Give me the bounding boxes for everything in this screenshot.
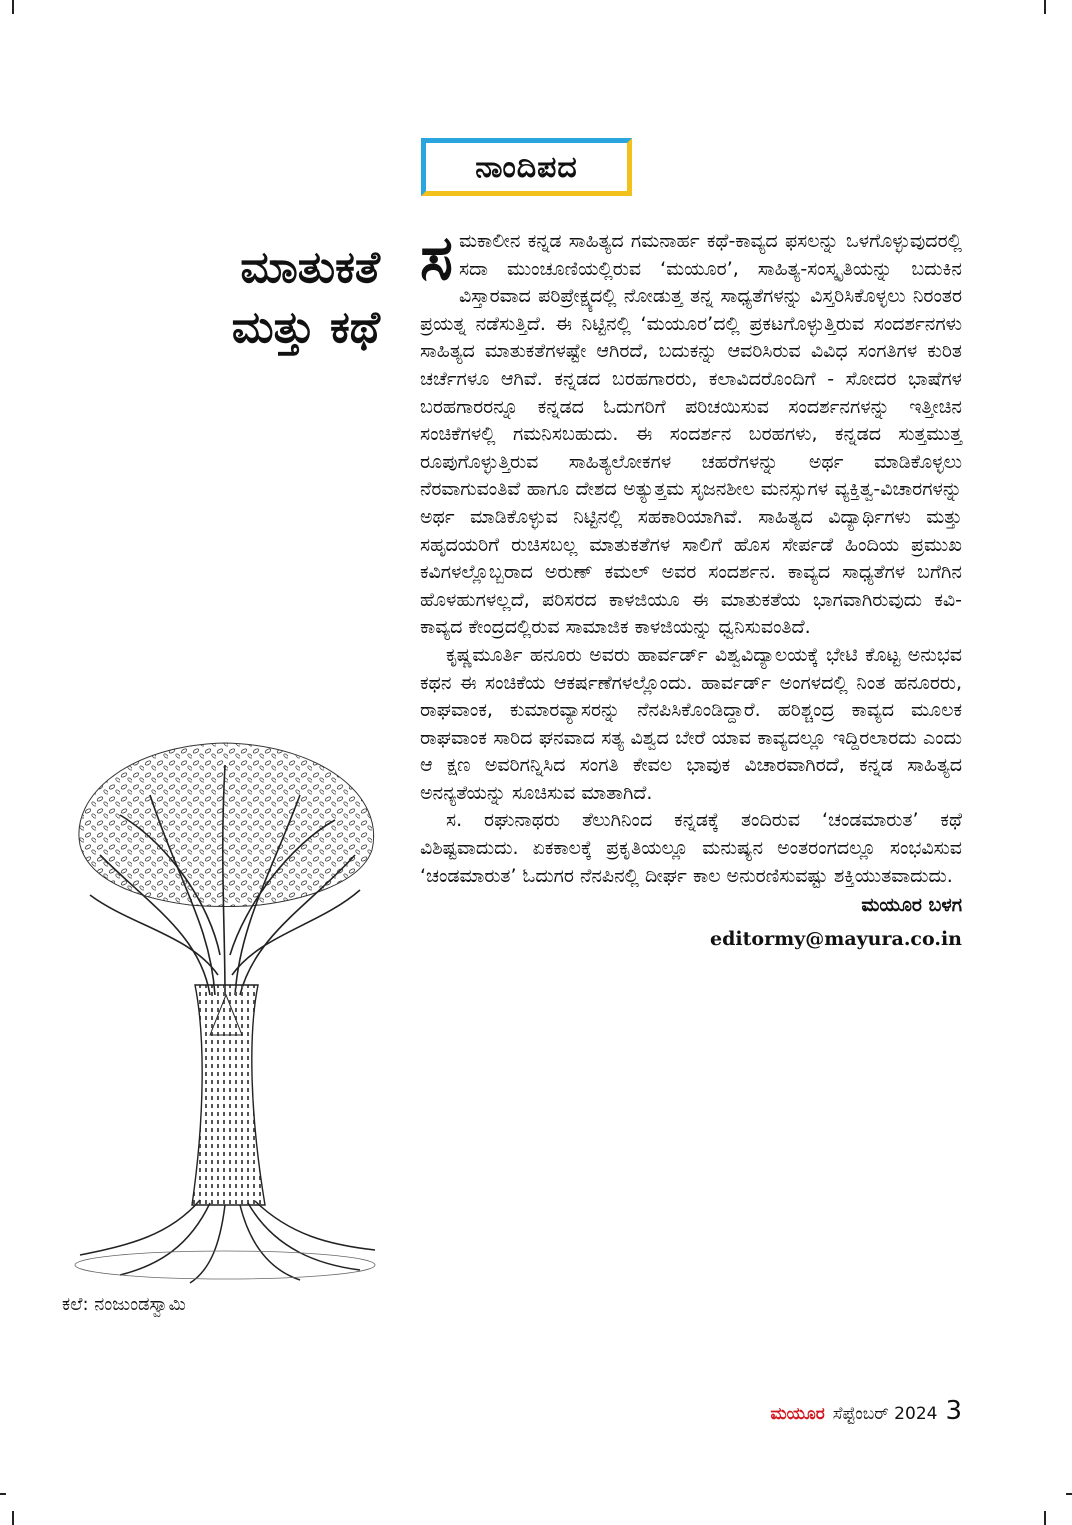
page-number: 3: [945, 1396, 962, 1426]
art-credit: ಕಲೆ: ನಂಜುಂಡಸ್ವಾಮಿ: [62, 1294, 186, 1315]
crop-mark: [12, 0, 14, 14]
page-footer: [771, 1396, 962, 1426]
drop-cap: ಸ: [420, 221, 453, 294]
article-title-line1: ಮಾತುಕತೆ: [240, 242, 380, 293]
article-body: [420, 221, 962, 953]
article-title-line2: ಮತ್ತು ಕಥೆ: [231, 302, 380, 353]
signature: ಮಯೂರ ಬಳಗ: [861, 894, 962, 917]
article-paragraph: ಸ. ರಘುನಾಥರು ತೆಲುಗಿನಿಂದ ಕನ್ನಡಕ್ಕೆ ತಂದಿರುವ ‘ಚಂಡಮಾರುತ’ ಕಥೆ ವಿಶಿಷ್ಟವಾದುದು. ಏಕಕಾಲಕ್ಕೆ ಪ್ರಕೃತಿಯಲ್ಲೂ ಮನುಷ್ಯನ ಅಂತರಂಗದಲ್ಲೂ ಸಂಭವಿಸುವ ‘ಚಂಡಮಾರುತ’ ಓದುಗರ ನೆನಪಿನಲ್ಲಿ ದೀರ್ಘ ಕಾಲ ಅನುರಣಿಸುವಷ್ಟು ಶಕ್ತಿಯುತವಾದುದು.: [420, 809, 962, 887]
article-title: [160, 238, 380, 358]
email-link[interactable]: editormy@mayura.co.in: [710, 927, 962, 950]
article-paragraph: [420, 221, 962, 642]
article-paragraph: ಕೃಷ್ಣಮೂರ್ತಿ ಹನೂರು ಅವರು ಹಾರ್ವರ್ಡ್ ವಿಶ್ವವಿದ್ಯಾಲಯಕ್ಕೆ ಭೇಟಿ ಕೊಟ್ಟ ಅನುಭವ ಕಥನ ಈ ಸಂಚಿಕೆಯ ಆಕರ್ಷಣೆಗಳಲ್ಲೊಂದು. ಹಾರ್ವರ್ಡ್ ಅಂಗಳದಲ್ಲಿ ನಿಂತ ಹನೂರರು, ರಾಘವಾಂಕ, ಕುಮಾರವ್ಯಾಸರನ್ನು ನೆನಪಿಸಿಕೊಂಡಿದ್ದಾರೆ. ಹರಿಶ್ಚಂದ್ರ ಕಾವ್ಯದ ಮೂಲಕ ರಾಘವಾಂಕ ಸಾರಿದ ಘನವಾದ ಸತ್ಯ ವಿಶ್ವದ ಬೇರೆ ಯಾವ ಕಾವ್ಯದಲ್ಲೂ ಇದ್ದಿರಲಾರದು ಎಂದು ಆ ಕ್ಷಣ ಅವರಿಗನ್ನಿಸಿದ ಸಂಗತಿ ಕೇವಲ ಭಾವುಕ ವಿಚಾರವಾಗಿರದೆ, ಕನ್ನಡ ಸಾಹಿತ್ಯದ ಅನನ್ಯತೆಯನ್ನು ಸೂಚಿಸುವ ಮಾತಾಗಿದೆ.: [420, 643, 962, 804]
crop-mark: [1044, 0, 1046, 14]
crop-mark: [12, 1511, 14, 1525]
magazine-brand: ಮಯೂರ: [770, 1404, 825, 1424]
tree-illustration: [60, 735, 390, 1290]
crop-mark: [1066, 1493, 1072, 1495]
crop-mark: [1044, 1511, 1046, 1525]
issue-date: ಸೆಪ್ಟೆಂಬರ್ 2024: [832, 1404, 938, 1424]
paragraph-text: ಮಕಾಲೀನ ಕನ್ನಡ ಸಾಹಿತ್ಯದ ಗಮನಾರ್ಹ ಕಥೆ-ಕಾವ್ಯದ ಫಸಲನ್ನು ಒಳಗೊಳ್ಳುವುದರಲ್ಲಿ ಸದಾ ಮುಂಚೂಣಿಯಲ್ಲಿರುವ ‘ಮಯೂರ’, ಸಾಹಿತ್ಯ-ಸಂಸ್ಕೃತಿಯನ್ನು ಬದುಕಿನ ವಿಸ್ತಾರವಾದ ಪರಿಪ್ರೇಕ್ಷ್ಯದಲ್ಲಿ ನೋಡುತ್ತ ತನ್ನ ಸಾಧ್ಯತೆಗಳನ್ನು ವಿಸ್ತರಿಸಿಕೊಳ್ಳಲು ನಿರಂತರ ಪ್ರಯತ್ನ ನಡೆಸುತ್ತಿದೆ. ಈ ನಿಟ್ಟಿನಲ್ಲಿ ‘ಮಯೂರ’ದಲ್ಲಿ ಪ್ರಕಟಗೊಳ್ಳುತ್ತಿರುವ ಸಂದರ್ಶನಗಳು ಸಾಹಿತ್ಯದ ಮಾತುಕತೆಗಳಷ್ಟೇ ಆಗಿರದೆ, ಬದುಕನ್ನು ಆವರಿಸಿರುವ ವಿವಿಧ ಸಂಗತಿಗಳ ಕುರಿತ ಚರ್ಚೆಗಳೂ ಆಗಿವೆ. ಕನ್ನಡದ ಬರಹಗಾರರು, ಕಲಾವಿದರೊಂದಿಗೆ - ಸೋದರ ಭಾಷೆಗಳ ಬರಹಗಾರರನ್ನೂ ಕನ್ನಡದ ಓದುಗರಿಗೆ ಪರಿಚಯಿಸುವ ಸಂದರ್ಶನಗಳನ್ನು ಇತ್ತೀಚಿನ ಸಂಚಿಕೆಗಳಲ್ಲಿ ಗಮನಿಸಬಹುದು. ಈ ಸಂದರ್ಶನ ಬರಹಗಳು, ಕನ್ನಡದ ಸುತ್ತಮುತ್ತ ರೂಪುಗೊಳ್ಳುತ್ತಿರುವ ಸಾಹಿತ್ಯಲೋಕಗಳ ಚಹರೆಗಳನ್ನು ಅರ್ಥ ಮಾಡಿಕೊಳ್ಳಲು ನೆರವಾಗುವಂತಿವೆ ಹಾಗೂ ದೇಶದ ಅತ್ಯುತ್ತಮ ಸೃಜನಶೀಲ ಮನಸ್ಸುಗಳ ವ್ಯಕ್ತಿತ್ವ-ವಿಚಾರಗಳನ್ನು ಅರ್ಥ ಮಾಡಿಕೊಳ್ಳುವ ನಿಟ್ಟಿನಲ್ಲಿ ಸಹಕಾರಿಯಾಗಿವೆ. ಸಾಹಿತ್ಯದ ವಿದ್ಯಾರ್ಥಿಗಳು ಮತ್ತು ಸಹೃದಯರಿಗೆ ರುಚಿಸಬಲ್ಲ ಮಾತುಕತೆಗಳ ಸಾಲಿಗೆ ಹೊಸ ಸೇರ್ಪಡೆ ಹಿಂದಿಯ ಪ್ರಮುಖ ಕವಿಗಳಲ್ಲೊಬ್ಬರಾದ ಅರುಣ್ ಕಮಲ್ ಅವರ ಸಂದರ್ಶನ. ಕಾವ್ಯದ ಸಾಧ್ಯತೆಗಳ ಬಗೆಗಿನ ಹೊಳಹುಗಳಲ್ಲದೆ, ಪರಿಸರದ ಕಾಳಜಿಯೂ ಈ ಮಾತುಕತೆಯ ಭಾಗವಾಗಿರುವುದು ಕವಿ-ಕಾವ್ಯದ ಕೇಂದ್ರದಲ್ಲಿರುವ ಸಾಮಾಜಿಕ ಕಾಳಜಿಯನ್ನು ಧ್ವನಿಸುವಂತಿದೆ.: [420, 230, 962, 639]
section-label-box: [421, 138, 632, 196]
crop-mark: [0, 1493, 6, 1495]
section-label: ನಾಂದಿಪದ: [475, 149, 578, 185]
